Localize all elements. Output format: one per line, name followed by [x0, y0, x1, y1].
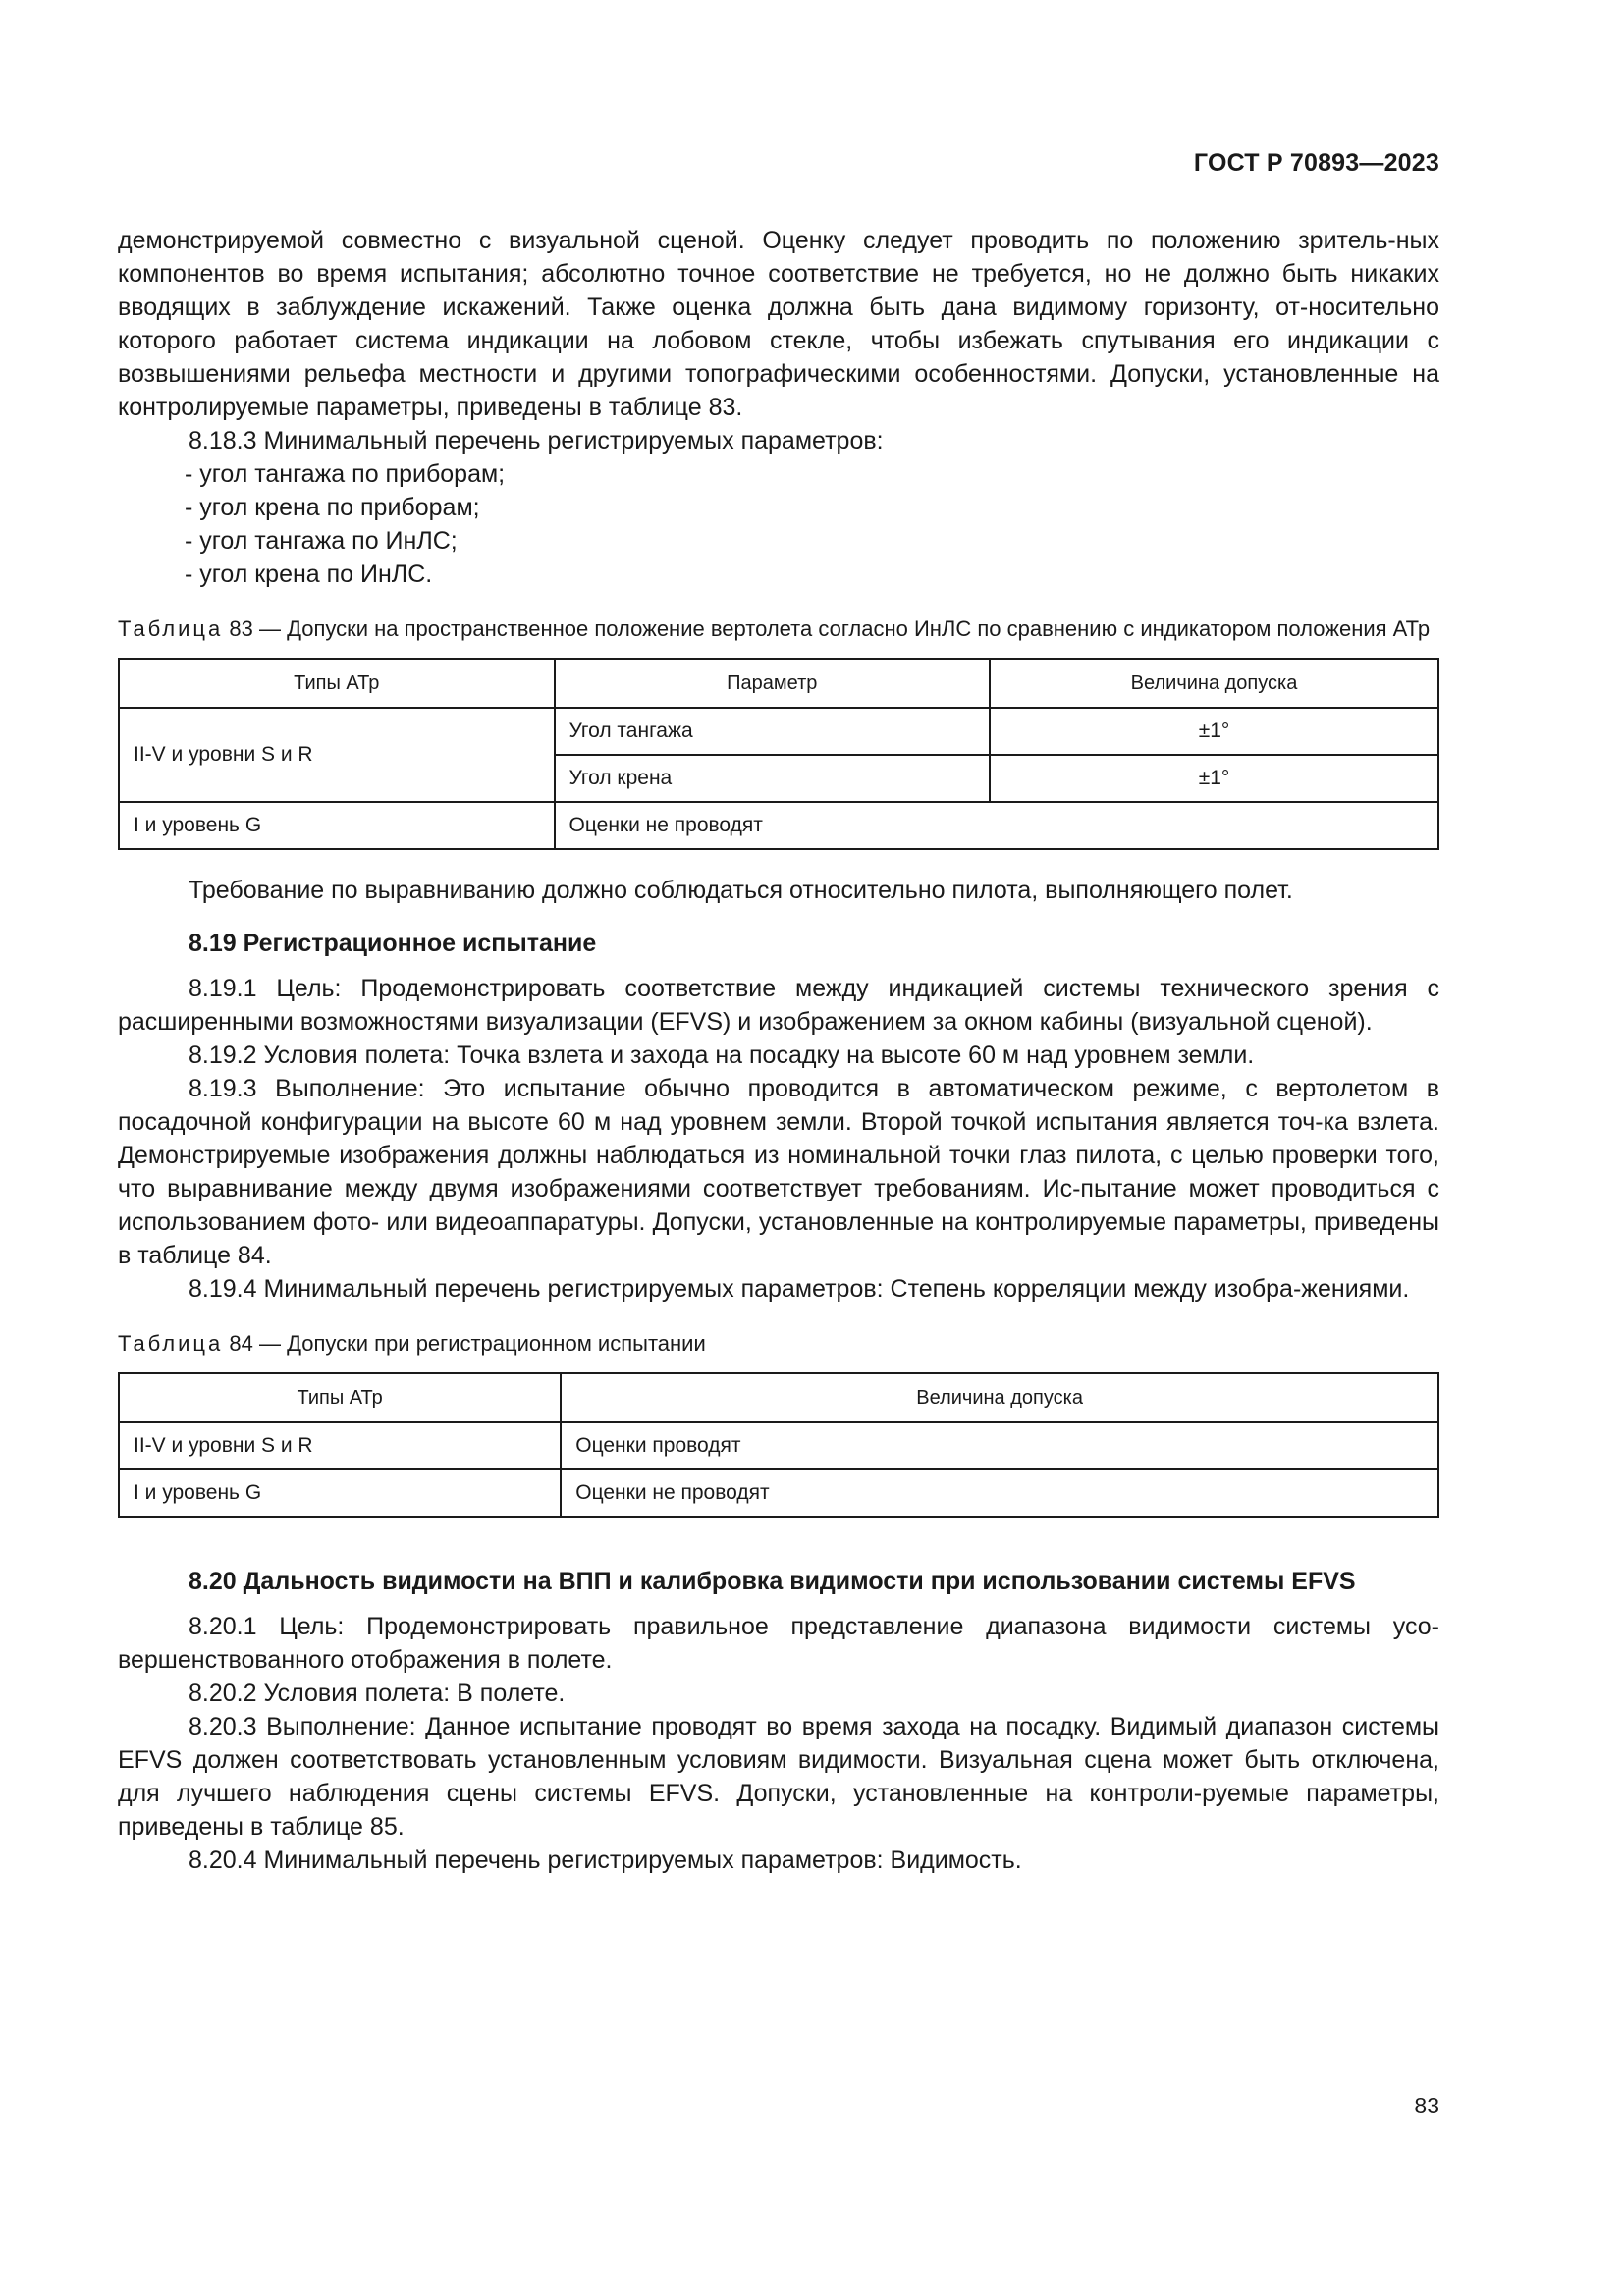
table-header-row — [119, 1373, 1438, 1422]
table-cell: I и уровень G — [119, 802, 555, 849]
column-header: Величина допуска — [561, 1373, 1438, 1422]
alignment-note: Требование по выравниванию должно соблюдаться относительно пилота, выполняющего полет. — [189, 877, 1293, 904]
intro-paragraph: демонстрируемой совместно с визуальной сценой. Оценку следует проводить по положению зритель-ных компонентов во время испытания; абсолютно точное соответствие не требуется, но не должно быть никаких вводящих в заблуждение искажений. Также оценка должна быть дана видимому горизонту, от-носительно которого работает система индикации на лобовом стекле, чтобы избежать спутывания его индикации с возвышениями рельефа местности и другими топографическими особенностями. Допуски, установленные на контролируемые параметры, приведены в таблице 83. — [118, 227, 1439, 421]
table-83 — [118, 658, 1439, 850]
section-8-18-3-heading: 8.18.3 Минимальный перечень регистрируемых параметров: — [189, 427, 884, 454]
page-content — [118, 224, 1439, 1877]
column-header: Типы АТр — [119, 659, 555, 708]
table-caption-text: 83 — Допуски на пространственное положение вертолета согласно ИнЛС по сравнению с индикатором положения АТр — [223, 616, 1431, 641]
standard-code: ГОСТ Р 70893—2023 — [1193, 149, 1439, 177]
page-number: 83 — [1414, 2093, 1439, 2118]
table-83-caption — [118, 614, 1439, 644]
list-item: - угол крена по ИнЛС. — [185, 561, 433, 588]
list-item: - угол тангажа по ИнЛС; — [185, 527, 458, 555]
table-row — [119, 1422, 1438, 1469]
table-cell: ±1° — [990, 755, 1438, 802]
section-8-19-2: 8.19.2 Условия полета: Точка взлета и захода на посадку на высоте 60 м над уровнем земли. — [189, 1041, 1255, 1069]
table-row — [119, 708, 1438, 755]
table-caption-label: Таблица — [118, 616, 224, 641]
table-cell: Угол тангажа — [555, 708, 991, 755]
table-84 — [118, 1372, 1439, 1518]
section-8-20-title: 8.20 Дальность видимости на ВПП и калибровка видимости при использовании системы EFVS — [189, 1568, 1356, 1595]
table-cell: II-V и уровни S и R — [119, 708, 555, 802]
section-8-19-1: 8.19.1 Цель: Продемонстрировать соответствие между индикацией системы технического зрения с расширенными возможностями визуализации (EFVS) и изображением за окном кабины (визуальной сценой). — [118, 975, 1439, 1036]
list-item: - угол крена по приборам; — [185, 494, 480, 521]
section-8-20-1: 8.20.1 Цель: Продемонстрировать правильное представление диапазона видимости системы усо-вершенствованного отображения в полете. — [118, 1613, 1439, 1674]
table-header-row — [119, 659, 1438, 708]
table-cell: ±1° — [990, 708, 1438, 755]
section-8-19-title: 8.19 Регистрационное испытание — [189, 930, 597, 957]
section-8-20-3: 8.20.3 Выполнение: Данное испытание проводят во время захода на посадку. Видимый диапазон системы EFVS должен соответствовать установленным условиям видимости. Визуальная сцена может быть отключена, для лучшего наблюдения сцены системы EFVS. Допуски, установленные на контроли-руемые параметры, приведены в таблице 85. — [118, 1713, 1439, 1841]
column-header: Величина допуска — [990, 659, 1438, 708]
table-row — [119, 802, 1438, 849]
table-caption-label: Таблица — [118, 1331, 224, 1356]
table-cell: Угол крена — [555, 755, 991, 802]
table-cell: Оценки не проводят — [561, 1469, 1438, 1517]
table-row — [119, 1469, 1438, 1517]
table-cell: I и уровень G — [119, 1469, 561, 1517]
table-cell: Оценки не проводят — [555, 802, 1438, 849]
table-84-caption — [118, 1329, 1439, 1359]
list-item: - угол тангажа по приборам; — [185, 460, 506, 488]
table-cell: II-V и уровни S и R — [119, 1422, 561, 1469]
table-cell: Оценки проводят — [561, 1422, 1438, 1469]
column-header: Параметр — [555, 659, 991, 708]
table-caption-text: 84 — Допуски при регистрационном испытании — [223, 1331, 706, 1356]
column-header: Типы АТр — [119, 1373, 561, 1422]
section-8-20-2: 8.20.2 Условия полета: В полете. — [189, 1680, 566, 1707]
section-8-19-3: 8.19.3 Выполнение: Это испытание обычно проводится в автоматическом режиме, с вертолетом в посадочной конфигурации на высоте 60 м над уровнем земли. Второй точкой испытания является точ-ка взлета. Демонстрируемые изображения должны наблюдаться из номинальной точки глаз пилота, с целью проверки того, что выравнивание между двумя изображениями соответствует требованиям. Ис-пытание может проводиться с использованием фото- или видеоаппаратуры. Допуски, установленные на контролируемые параметры, приведены в таблице 84. — [118, 1075, 1439, 1269]
section-8-20-4: 8.20.4 Минимальный перечень регистрируемых параметров: Видимость. — [189, 1846, 1022, 1874]
section-8-19-4: 8.19.4 Минимальный перечень регистрируемых параметров: Степень корреляции между изобра-жениями. — [189, 1275, 1410, 1303]
